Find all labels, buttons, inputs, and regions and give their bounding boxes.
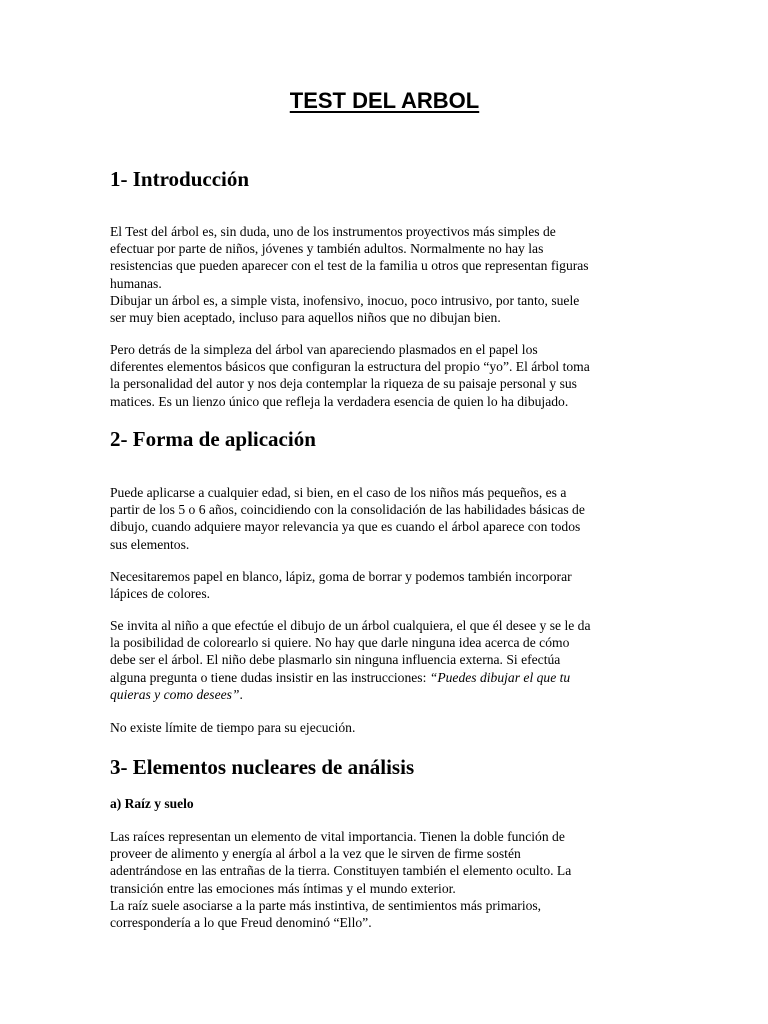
paragraph bbox=[110, 828, 662, 931]
text-line: adentrándose en las entrañas de la tierra. Constituyen también el elemento oculto. La bbox=[110, 863, 572, 879]
text-line: lápices de colores. bbox=[110, 586, 211, 602]
text-line: Necesitaremos papel en blanco, lápiz, goma de borrar y podemos también incorporar bbox=[110, 569, 572, 584]
text-line: ser muy bien aceptado, incluso para aquellos niños que no dibujan bien. bbox=[110, 310, 501, 326]
quote-italic: “Puedes dibujar el que tu bbox=[429, 669, 571, 685]
text-line: Se invita al niño a que efectúe el dibujo de un árbol cualquiera, el que él desee y se le da bbox=[110, 618, 591, 633]
text-line: Dibujar un árbol es, a simple vista, inofensivo, inocuo, poco intrusivo, por tanto, suele bbox=[110, 292, 580, 308]
text-line: Puede aplicarse a cualquier edad, si bien, en el caso de los niños más pequeños, es a bbox=[110, 485, 567, 500]
text-line: proveer de alimento y energía al árbol a la vez que le sirven de firme sostén bbox=[110, 846, 521, 862]
text-line: sus elementos. bbox=[110, 536, 190, 552]
section-heading-forma-de-aplicacion: 2- Forma de aplicación bbox=[110, 427, 316, 451]
text-line: Las raíces representan un elemento de vital importancia. Tienen la doble función de bbox=[110, 829, 565, 844]
paragraph bbox=[110, 341, 662, 410]
text-line: La raíz suele asociarse a la parte más instintiva, de sentimientos más primarios, bbox=[110, 897, 542, 913]
text-line: correspondería a lo que Freud denominó “Ello”. bbox=[110, 915, 372, 931]
text-line: debe ser el árbol. El niño debe plasmarlo sin ninguna influencia externa. Si efectúa bbox=[110, 652, 561, 668]
paragraph bbox=[110, 617, 662, 703]
text-line: transición entre las emociones más íntimas y el mundo exterior. bbox=[110, 880, 456, 896]
paragraph bbox=[110, 223, 662, 326]
text-line-normal: alguna pregunta o tiene dudas insistir en las instrucciones: bbox=[110, 669, 430, 685]
section-heading-introduccion: 1- Introducción bbox=[110, 167, 250, 191]
text-line: humanas. bbox=[110, 275, 162, 291]
text-line: resistencias que pueden aparecer con el test de la familia u otros que representan figuras bbox=[110, 258, 589, 274]
text-line: efectuar por parte de niños, jóvenes y también adultos. Normalmente no hay las bbox=[110, 241, 544, 257]
text-line: dibujo, cuando adquiere mayor relevancia ya que es cuando el árbol aparece con todos bbox=[110, 519, 581, 535]
text-line: No existe límite de tiempo para su ejecución. bbox=[110, 720, 356, 735]
text-line: El Test del árbol es, sin duda, uno de los instrumentos proyectivos más simples de bbox=[110, 224, 556, 239]
paragraph bbox=[110, 484, 662, 553]
paragraph bbox=[110, 568, 662, 602]
text-line: la personalidad del autor y nos deja contemplar la riqueza de su paisaje personal y sus bbox=[110, 376, 577, 392]
text-line: la posibilidad de colorearlo si quiere. No hay que darle ninguna idea acerca de cómo bbox=[110, 635, 570, 651]
document-title: TEST DEL ARBOL bbox=[289, 88, 480, 113]
text-line bbox=[110, 669, 662, 686]
text-line: diferentes elementos básicos que configuran la estructura del propio “yo”. El árbol toma bbox=[110, 359, 590, 375]
text-line: Pero detrás de la simpleza del árbol van apareciendo plasmados en el papel los bbox=[110, 342, 538, 357]
text-line-normal: . bbox=[239, 686, 243, 702]
quote-italic: quieras y como desees” bbox=[110, 686, 240, 702]
subsection-heading-raiz-y-suelo: a) Raíz y suelo bbox=[110, 796, 194, 811]
text-line: matices. Es un lienzo único que refleja la verdadera esencia de quien lo ha dibujado. bbox=[110, 393, 569, 409]
text-line: partir de los 5 o 6 años, coincidiendo con la consolidación de las habilidades básicas de bbox=[110, 502, 585, 518]
section-heading-elementos-nucleares: 3- Elementos nucleares de análisis bbox=[110, 755, 415, 779]
text-line bbox=[110, 686, 662, 703]
paragraph bbox=[110, 719, 662, 736]
